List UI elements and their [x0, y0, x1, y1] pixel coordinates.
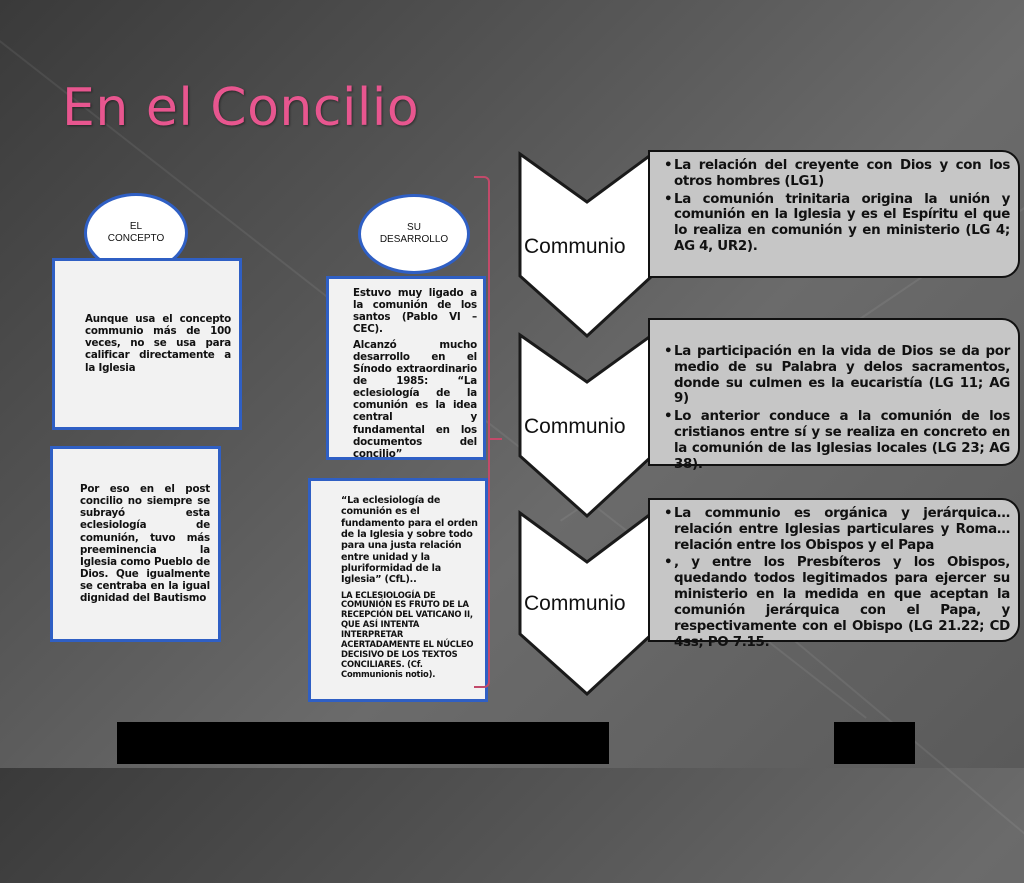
slide-title: En el Concilio [62, 78, 420, 138]
chevron-1-label: Communio [524, 235, 626, 258]
desarrollo-paragraph-2: Alcanzó mucho desarrollo en el Sínodo extraordinario de 1985: “La eclesiología de la comunión es la idea central y fundamental en los documentos del concilio” [353, 338, 477, 460]
panel-2-bullet-1: • La participación en la vida de Dios se da por medio de su Palabra y delos sacramentos, donde su culmen es la eucaristía (LG 11; AG 9) [664, 344, 1010, 407]
chevron-2-label: Communio [524, 415, 626, 438]
desarrollo-paragraph-1: Estuvo muy ligado a la comunión de los santos (Pablo VI – CEC). [353, 287, 477, 336]
oval-su-desarrollo-label: SU DESARROLLO [379, 221, 449, 245]
quote-paragraph-2: LA ECLESIOLOGÍA DE COMUNIÓN ES FRUTO DE LA RECEPCIÓN DEL VATICANO II, QUE ASÍ INTENTA INTERPRETAR ACERTADAMENTE EL NÚCLEO DECISIVO DE LOS TEXTOS CONCILIARES. (Cf. Communionis notio). [341, 589, 474, 679]
panel-2-bullet-2: • Lo anterior conduce a la comunión de los cristianos entre sí y se realiza en concreto en la comunión de las Iglesias locales (LG 23; AG 38). [664, 409, 1010, 472]
redaction-bar-left [117, 722, 609, 764]
concepto-text: Aunque usa el concepto communio más de 100 veces, no se usa para calificar directamente a la Iglesia [85, 313, 231, 374]
panel-3 [648, 498, 1020, 650]
panel-1 [648, 150, 1020, 278]
quote-paragraph-1: “La eclesiología de comunión es el fundamento para el orden de la Iglesia y sobre todo para una justa relación entre unidad y la pluriformidad de la Iglesia” (CfL).. [341, 495, 478, 586]
oval-el-concepto-label: EL CONCEPTO [107, 220, 165, 244]
chevron-3-label: Communio [524, 592, 626, 615]
redaction-bar-right [834, 722, 915, 764]
panel-3-bullet-2: • , y entre los Presbíteros y los Obispos, quedando todos legitimados para ejercer su ministerio en la medida en que aceptan la comunión jerárquica con el Papa, y respectivamente con el Obispo (LG 21.22; CD 4ss; PO 7.15. [664, 555, 1010, 650]
panel-2 [648, 318, 1020, 472]
panel-1-bullet-2: • La comunión trinitaria origina la unión y comunión en la Iglesia y es el Espíritu el que lo realiza en comunión y en ministerio (LG 4; AG 4, UR2). [664, 192, 1010, 255]
post-concilio-text: Por eso en el post concilio no siempre se subrayó esta eclesiología de comunión, tuvo más preeminencia la Iglesia como Pueblo de Dios. Que igualmente se centraba en la igual dignidad del Bautismo [80, 483, 210, 605]
panel-3-bullet-1: • La communio es orgánica y jerárquica… relación entre Iglesias particulares y Roma… relación entre los Obispos y el Papa [664, 506, 1010, 553]
panel-1-bullet-1: • La relación del creyente con Dios y con los otros hombres (LG1) [664, 158, 1010, 190]
